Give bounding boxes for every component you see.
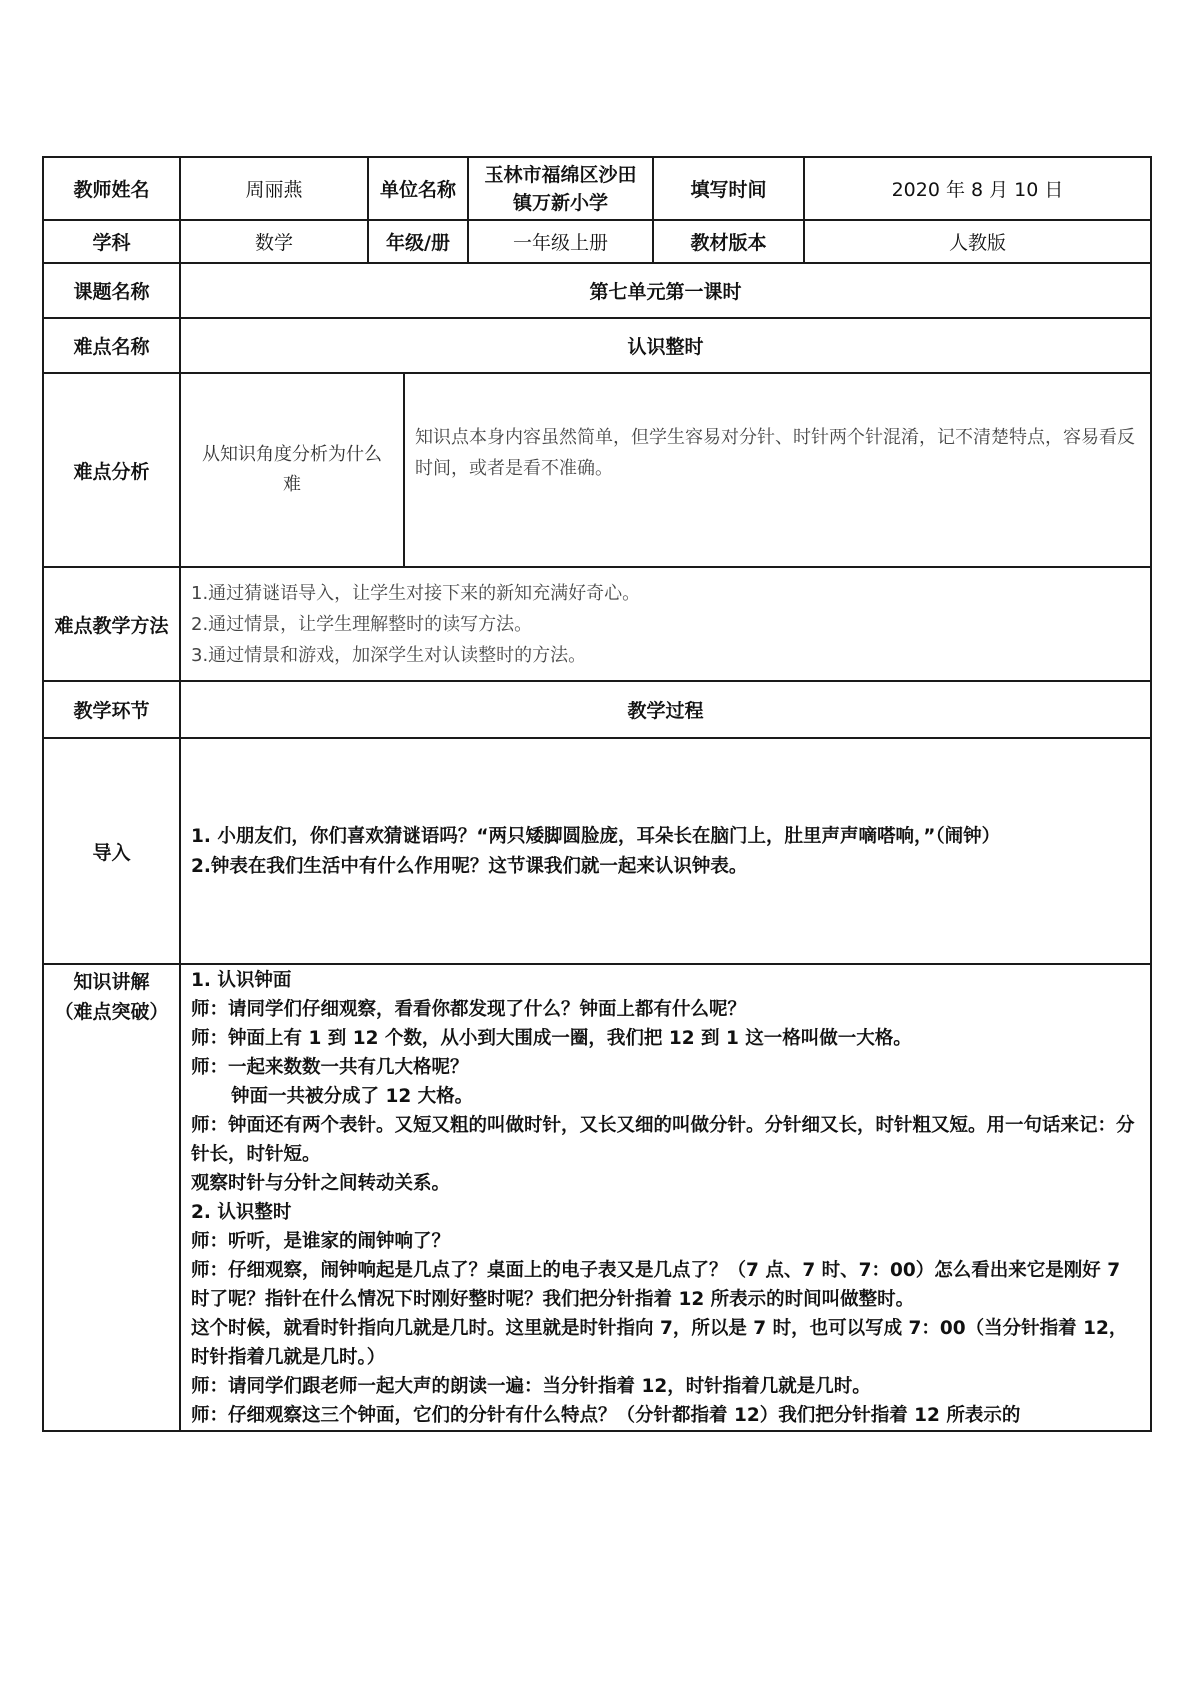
row-difficulty (43, 318, 1151, 373)
method-list (180, 567, 1151, 681)
explain-line: 钟面一共被分成了 12 大格。 (231, 1086, 474, 1107)
method-item: 3.通过情景和游戏，加深学生对认读整时的方法。 (191, 644, 587, 666)
difficulty-label: 难点名称 (43, 318, 180, 373)
lesson-plan-sheet (42, 156, 1150, 1432)
explain-line: 师：钟面还有两个表针。又短又粗的叫做时针，又长又细的叫做分针。分针细又长，时针粗又短。用一句话来记：分针长，时针短。 (191, 1115, 1135, 1165)
teacher-value: 周丽燕 (180, 157, 368, 220)
explain-line: 观察时针与分针之间转动关系。 (191, 1173, 451, 1194)
explain-line: 2. 认识整时 (191, 1202, 292, 1223)
date-label: 填写时间 (653, 157, 804, 220)
row-explain (43, 964, 1151, 1431)
difficulty-value: 认识整时 (180, 318, 1151, 373)
subject-value: 数学 (180, 220, 368, 263)
row-process-header (43, 681, 1151, 738)
method-item: 2.通过情景，让学生理解整时的读写方法。 (191, 613, 533, 635)
analysis-label: 难点分析 (43, 373, 180, 567)
process-value: 教学过程 (180, 681, 1151, 738)
explain-line: 师：请同学们仔细观察，看看你都发现了什么？钟面上都有什么呢？ (191, 999, 747, 1020)
analysis-sub-label: 从知识角度分析为什么难 (181, 374, 404, 566)
explain-label-1: 知识讲解 (73, 971, 150, 993)
date-value: 2020 年 8 月 10 日 (804, 157, 1151, 220)
explain-label-2: （难点突破） (54, 1001, 169, 1023)
row-subject (43, 220, 1151, 263)
explain-line: 这个时候，就看时针指向几就是几时。这里就是时针指向 7，所以是 7 时，也可以写成 7：00（当分针指着 12，时针指着几就是几时。） (191, 1318, 1128, 1368)
row-intro (43, 738, 1151, 964)
edition-value: 人教版 (804, 220, 1151, 263)
explain-content (180, 964, 1151, 1431)
grade-label: 年级/册 (368, 220, 468, 263)
row-teacher (43, 157, 1151, 220)
edition-label: 教材版本 (653, 220, 804, 263)
explain-line: 师：仔细观察，闹钟响起是几点了？桌面上的电子表又是几点了？（7 点、7 时、7：00）怎么看出来它是刚好 7 时了呢？指针在什么情况下时刚好整时呢？我们把分针指着 12 所表示的时间叫做整时。 (191, 1260, 1121, 1310)
method-item: 1.通过猜谜语导入，让学生对接下来的新知充满好奇心。 (191, 582, 641, 604)
row-topic (43, 263, 1151, 318)
process-label: 教学环节 (43, 681, 180, 738)
method-label: 难点教学方法 (43, 567, 180, 681)
unit-value: 玉林市福绵区沙田镇万新小学 (468, 157, 653, 220)
intro-line: 2.钟表在我们生活中有什么作用呢？这节课我们就一起来认识钟表。 (191, 856, 748, 877)
explain-line: 师：请同学们跟老师一起大声的朗读一遍：当分针指着 12，时针指着几就是几时。 (191, 1376, 871, 1397)
explain-line: 师：仔细观察这三个钟面，它们的分针有什么特点？（分针都指着 12）我们把分针指着 12 所表示的 (191, 1405, 1021, 1426)
explain-label (43, 964, 180, 1431)
explain-line: 师：钟面上有 1 到 12 个数，从小到大围成一圈，我们把 12 到 1 这一格叫做一大格。 (191, 1028, 912, 1049)
row-analysis (43, 373, 1151, 567)
lesson-plan-table (42, 156, 1152, 1432)
subject-label: 学科 (43, 220, 180, 263)
topic-label: 课题名称 (43, 263, 180, 318)
intro-content (180, 738, 1151, 964)
explain-line: 师：听听，是谁家的闹钟响了？ (191, 1231, 451, 1252)
teacher-label: 教师姓名 (43, 157, 180, 220)
topic-value: 第七单元第一课时 (180, 263, 1151, 318)
grade-value: 一年级上册 (468, 220, 653, 263)
explain-line: 师：一起来数数一共有几大格呢？ (191, 1057, 469, 1078)
unit-label: 单位名称 (368, 157, 468, 220)
explain-line: 1. 认识钟面 (191, 970, 292, 991)
intro-line: 1. 小朋友们，你们喜欢猜谜语吗？“两只矮脚圆脸庞，耳朵长在脑门上，肚里声声嘀嗒响，”（闹钟） (191, 826, 1001, 847)
row-method (43, 567, 1151, 681)
analysis-text: 知识点本身内容虽然简单，但学生容易对分针、时针两个针混淆，记不清楚特点，容易看反时间，或者是看不准确。 (415, 427, 1135, 479)
intro-label: 导入 (43, 738, 180, 964)
